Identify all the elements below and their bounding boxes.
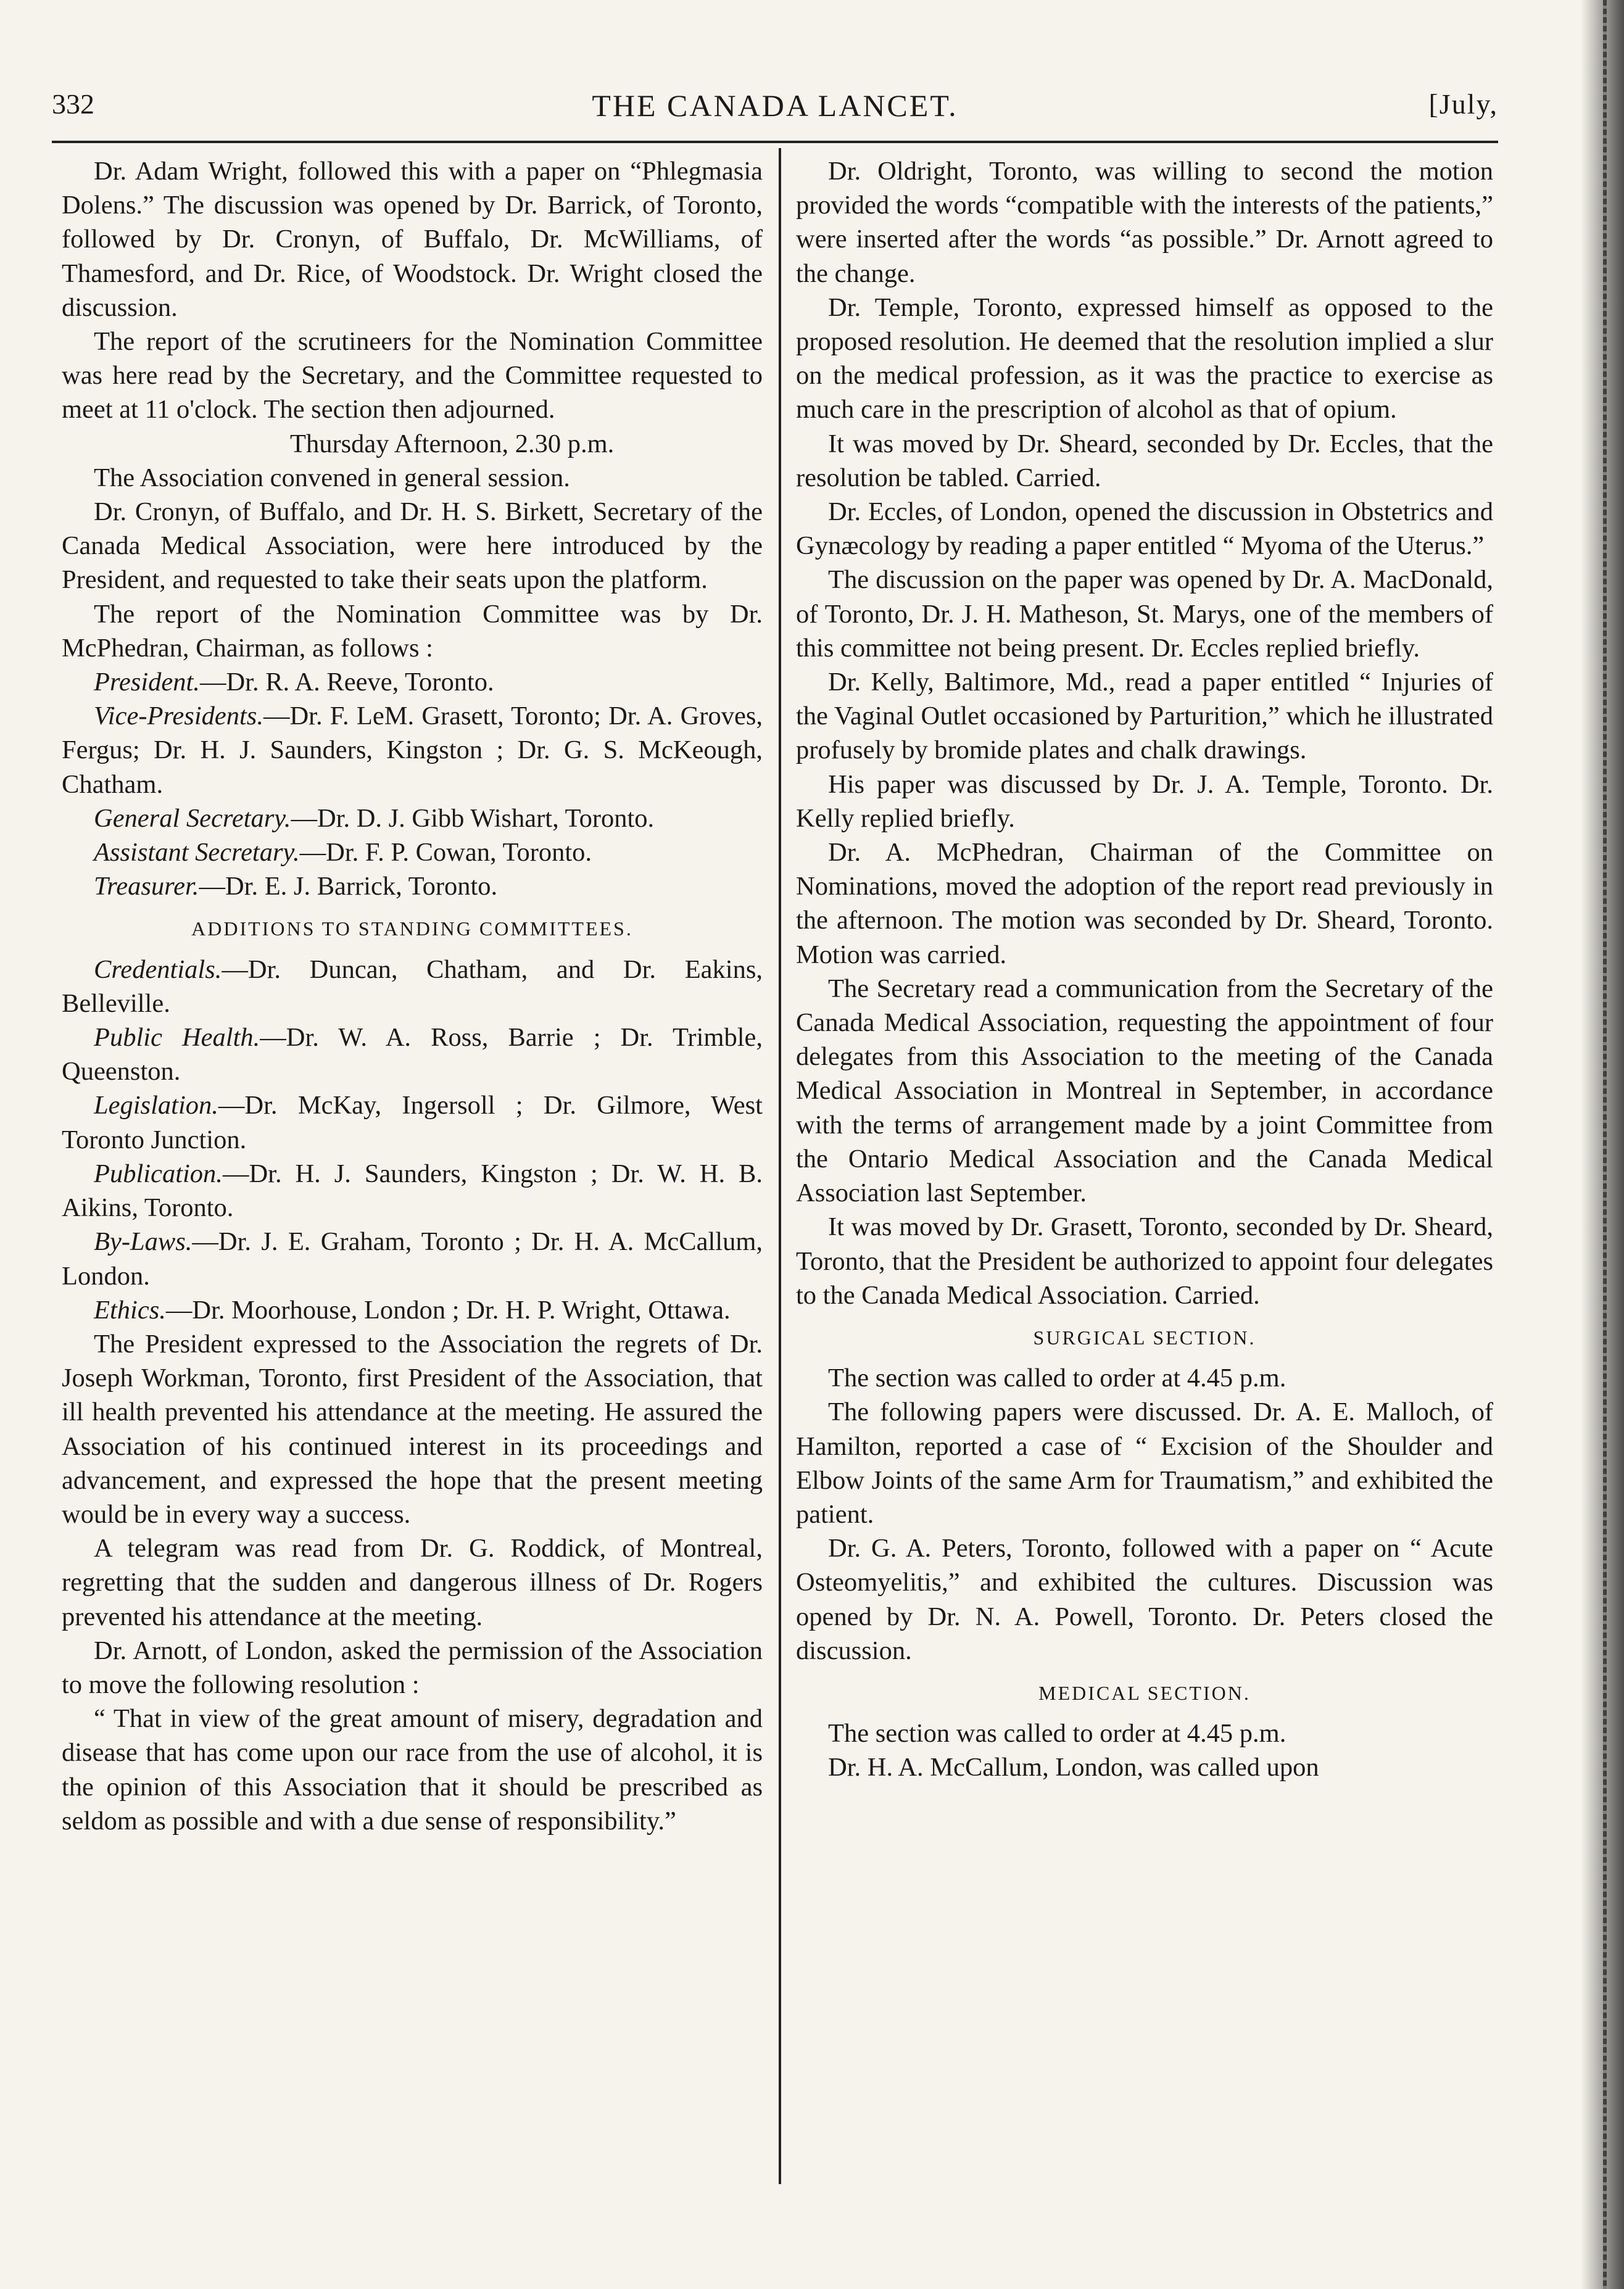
office-holders: —Dr. R. A. Reeve, Toronto. [199, 668, 494, 697]
section-heading: MEDICAL SECTION. [1038, 1681, 1251, 1704]
paragraph: The discussion on the paper was opened by Dr. A. MacDonald, of Toronto, Dr. J. H. Matheson, St. Marys, one of the members of this committee not being present. Dr. Eccles replied briefly. [796, 565, 1493, 663]
issue-month: [July, [1428, 88, 1498, 120]
right-column [796, 154, 1493, 1785]
office-label: Credentials. [94, 954, 222, 984]
paragraph: The Secretary read a communication from the Secretary of the Canada Medical Association, requesting the appointment of four delegates from this Association to the meeting of the Canada Medical Association in Montreal in September, in accordance with the terms of arrangement made by a joint Committee from the Ontario Medical Association and the Canada Medical Association last September. [796, 974, 1493, 1208]
office-label: Assistant Secretary. [94, 838, 300, 867]
paragraph: The section was called to order at 4.45 p.m. [828, 1719, 1286, 1749]
paragraph: Dr. Eccles, of London, opened the discussion in Obstetrics and Gynæcology by reading a paper entitled “ Myoma of the Uterus.” [796, 497, 1493, 561]
office-label: Treasurer. [94, 872, 199, 901]
paragraph: It was moved by Dr. Sheard, seconded by Dr. Eccles, that the resolution be tabled. Carried. [796, 429, 1493, 492]
paragraph: The report of the scrutineers for the Nomination Committee was here read by the Secretary, and the Committee requested to meet at 11 o'clock. The section then adjourned. [62, 327, 763, 424]
office-entry [62, 1088, 763, 1156]
office-entry [62, 1157, 763, 1225]
paragraph: Dr. Kelly, Baltimore, Md., read a paper entitled “ Injuries of the Vaginal Outlet occasioned by Parturition,” which he illustrated profusely by bromide plates and chalk drawings. [796, 668, 1493, 765]
paragraph: The report of the Nomination Committee was by Dr. McPhedran, Chairman, as follows : [62, 599, 763, 663]
office-holders: —Dr. H. J. Saunders, Kingston ; Dr. W. H. B. Aikins, Toronto. [62, 1159, 763, 1223]
office-label: Public Health. [94, 1023, 260, 1053]
paragraph: Dr. Arnott, of London, asked the permission of the Association to move the following resolution : [62, 1636, 763, 1699]
page-number: 332 [52, 88, 94, 120]
journal-title: THE CANADA LANCET. [592, 88, 958, 123]
session-time: Thursday Afternoon, 2.30 p.m. [290, 429, 615, 458]
paragraph: The Association convened in general session. [94, 463, 570, 492]
office-label: Legislation. [94, 1091, 218, 1120]
office-label: General Secretary. [94, 803, 291, 833]
office-holders: —Dr. F. P. Cowan, Toronto. [299, 838, 592, 867]
section-heading: ADDITIONS TO STANDING COMMITTEES. [191, 917, 633, 940]
paragraph: Dr. A. McPhedran, Chairman of the Committee on Nominations, moved the adoption of the report read previously in the afternoon. The motion was seconded by Dr. Sheard, Toronto. Motion was carried. [796, 838, 1493, 969]
paragraph: It was moved by Dr. Grasett, Toronto, seconded by Dr. Sheard, Toronto, that the President be authorized to appoint four delegates to the Canada Medical Association. Carried. [796, 1212, 1493, 1310]
office-holders: —Dr. D. J. Gibb Wishart, Toronto. [291, 803, 655, 833]
office-holders: —Dr. Duncan, Chatham, and Dr. Eakins, Belleville. [62, 954, 763, 1018]
paragraph: “ That in view of the great amount of misery, degradation and disease that has come upon our race from the use of alcohol, it is the opinion of this Association that it should be prescribed as seldom as possible and with a due sense of responsibility.” [62, 1704, 763, 1836]
office-label: Ethics. [94, 1295, 166, 1325]
paragraph: Dr. Cronyn, of Buffalo, and Dr. H. S. Birkett, Secretary of the Canada Medical Association, were here introduced by the President, and requested to take their seats upon the platform. [62, 497, 763, 595]
office-holders: —Dr. J. E. Graham, Toronto ; Dr. H. A. McCallum, London. [62, 1227, 763, 1291]
column-divider [779, 148, 781, 2184]
paragraph: Dr. Adam Wright, followed this with a paper on “Phlegmasia Dolens.” The discussion was opened by Dr. Barrick, of Toronto, followed by Dr. Cronyn, of Buffalo, Dr. McWilliams, of Thamesford, and Dr. Rice, of Woodstock. Dr. Wright closed the discussion. [62, 157, 763, 322]
office-label: President. [94, 668, 200, 697]
office-label: Vice-Presidents. [94, 702, 263, 731]
paragraph: A telegram was read from Dr. G. Roddick, of Montreal, regretting that the sudden and dangerous illness of Dr. Rogers prevented his attendance at the meeting. [62, 1534, 763, 1631]
paragraph: The section was called to order at 4.45 p.m. [828, 1364, 1286, 1393]
office-holders: —Dr. F. LeM. Grasett, Toronto; Dr. A. Groves, Fergus; Dr. H. J. Saunders, Kingston ; Dr. G. S. McKeough, Chatham. [62, 702, 763, 799]
paragraph: The President expressed to the Association the regrets of Dr. Joseph Workman, Toronto, first President of the Association, that ill health prevented his attendance at the meeting. He assured the Association of his continued interest in its proceedings and advancement, and expressed the hope that the present meeting would be in every way a success. [62, 1329, 763, 1529]
section-heading: SURGICAL SECTION. [1033, 1326, 1256, 1349]
office-entry [62, 699, 763, 801]
office-entry [62, 869, 763, 903]
paragraph: His paper was discussed by Dr. J. A. Temple, Toronto. Dr. Kelly replied briefly. [796, 769, 1493, 833]
office-entry [62, 1293, 763, 1327]
office-entry [62, 1225, 763, 1293]
binding-shadow [1581, 0, 1624, 2289]
office-holders: —Dr. W. A. Ross, Barrie ; Dr. Trimble, Queenston. [62, 1023, 763, 1087]
paragraph: Dr. H. A. McCallum, London, was called upon [828, 1753, 1319, 1782]
left-column [62, 154, 763, 1838]
running-header [52, 88, 1498, 131]
office-holders: —Dr. McKay, Ingersoll ; Dr. Gilmore, West Toronto Junction. [62, 1091, 763, 1154]
header-rule [52, 141, 1498, 143]
office-entry [62, 665, 763, 699]
office-label: By-Laws. [94, 1227, 193, 1257]
office-holders: —Dr. E. J. Barrick, Toronto. [199, 872, 498, 901]
paragraph: Dr. G. A. Peters, Toronto, followed with a paper on “ Acute Osteomyelitis,” and exhibited the cultures. Discussion was opened by Dr. N. A. Powell, Toronto. Dr. Peters closed the discussion. [796, 1534, 1493, 1665]
paragraph: Dr. Temple, Toronto, expressed himself as opposed to the proposed resolution. He deemed that the resolution implied a slur on the medical profession, as it was the practice to exercise as much care in the prescription of alcohol as that of opium. [796, 292, 1493, 424]
paragraph: Dr. Oldright, Toronto, was willing to second the motion provided the words “compatible with the interests of the patients,” were inserted after the words “as possible.” Dr. Arnott agreed to the change. [796, 157, 1493, 288]
office-holders: —Dr. Moorhouse, London ; Dr. H. P. Wright, Ottawa. [165, 1295, 731, 1325]
office-entry [62, 953, 763, 1020]
office-entry [62, 835, 763, 869]
paragraph: The following papers were discussed. Dr. A. E. Malloch, of Hamilton, reported a case of “ Excision of the Shoulder and Elbow Joints of the same Arm for Traumatism,” and exhibited the patient. [796, 1397, 1493, 1529]
binding-edge [1603, 0, 1607, 2289]
office-entry [62, 1020, 763, 1088]
office-entry [62, 801, 763, 835]
office-label: Publication. [94, 1159, 223, 1188]
